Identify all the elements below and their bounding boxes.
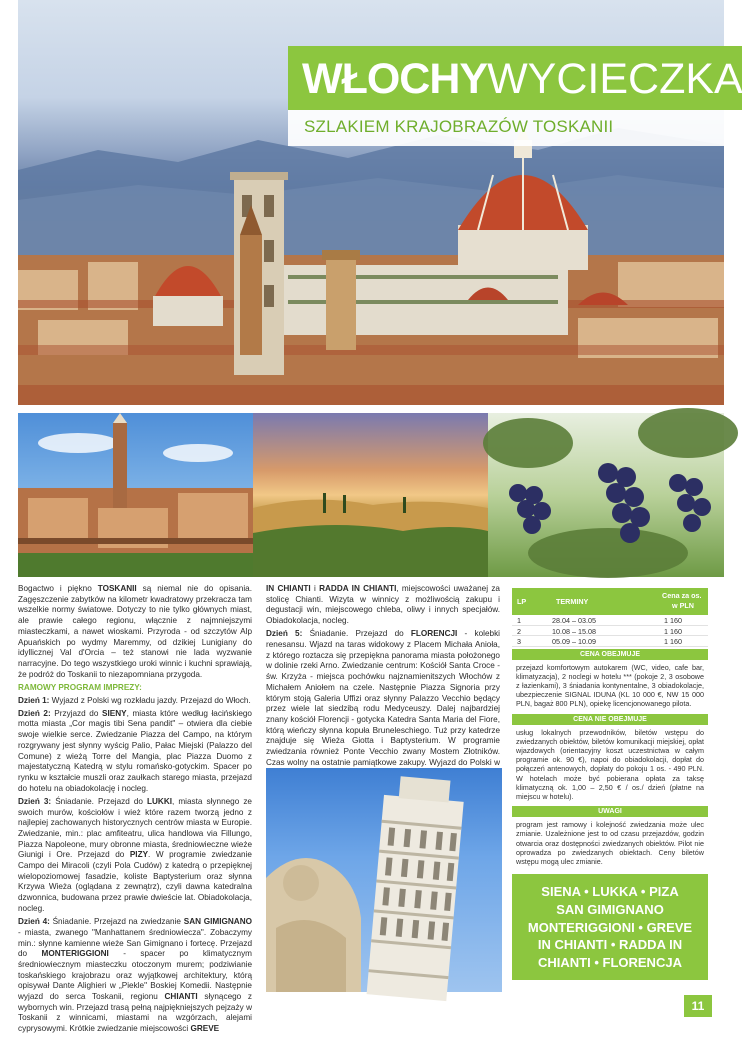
photo-tuscan-landscape — [253, 413, 488, 577]
row-term: 05.09 – 10.09 — [552, 637, 596, 646]
excludes-heading: CENA NIE OBEJMUJE — [512, 714, 708, 725]
day-4: Dzień 4: Śniadanie. Przejazd na zwiedzanie SAN GIMIGNANO - miasta, zwanego "Manhattanem średniowiecza". Zobaczymy min.: słynne kamienne wieże San Gimignano i fortecę. Przejazd do MONTERIGGIONI - spacer po klimatycznym średniowiecznym miasteczku otoczonym murem; podziwianie toskańskiego krajobrazu oraz wyjątkowej architektury, którą opisywał Dante Alighieri w „Piekle" Boskiej Komedii. Następnie wyjazd do serca Toskanii, regionu CHIANTI słynącego z wybornych win. Przejazd trasą pełną najpiękniejszych pejzaży w Toskanii z winnicami, miastami na wzgórzach, alejami cyprysowymi. Krótkie zwiedzanie miejscowości GREVE — [18, 917, 252, 1034]
row-lp: 3 — [517, 637, 521, 646]
destinations-line-2: SAN GIMIGNANO — [556, 901, 664, 917]
row-lp: 1 — [517, 616, 521, 625]
day-5: Dzień 5: Śniadanie. Przejazd do FLORENCJI - kolebki renesansu. Wjazd na taras widokowy z Placem Michała Anioła, z którego roztacza się przepiękna panorama miasta położonego w dolinie rzeki Arno. Zwiedzanie centrum: Kościół Santa Croce - św. Krzyża - miejsca pochówku najznamienitszych Włochów z Michałem Aniołem na czele. Następnie Piazza Signoria przy którym stoją Galeria Uffizi oraz słynny Palazzo Vecchio będący przez wiele lat siedzibą rodu Medyceuszy. Dalej najbardziej znany kościół Florencji - gotycka Katedra Santa Maria del Fiore, którą wieńczy słynna kopuła Bruneleschiego. Tuż przy katedrze znajduje się Wieża Giotta i Baptysterium. W programie zwiedzania również Ponte Vecchio zwany Mostem Złotników. Czas wolny na ostatnie pamiątkowe zakupy. Wyjazd do Polski w — [266, 629, 500, 767]
program-heading: RAMOWY PROGRAM IMPREZY: — [18, 682, 142, 692]
row-term: 28.04 – 03.05 — [552, 616, 596, 625]
includes-heading: CENA OBEJMUJE — [512, 649, 708, 660]
table-row — [512, 626, 708, 637]
day-2: Dzień 2: Przyjazd do SIENY, miasta które według łacińskiego motta miasta „Cor magis tibi Sena pandit" – otwiera dla ciebie swoje wielkie serce. Zwiedzanie Piazza del Campo, na którym rozgrywany jest słynny wyścig Palio, Pałac Miejski (Palazzo del Comune) z wieżą Torre del Mangia, plac Piazza Duomo z majestatyczną Katedrą w stylu romańsko-gotyckim. Spacer po rynku w kształcie muszli oraz zaułkach starego miasta, przejazd do hotelu na obiadokolację i nocleg. — [18, 708, 252, 793]
destinations-line-4: IN CHIANTI • RADDA IN — [537, 937, 683, 953]
destinations-line-3: MONTERIGGIONI • GREVE — [527, 919, 693, 935]
destinations-line-5: CHIANTI • FLORENCJA — [538, 955, 682, 971]
photo-grapes — [488, 413, 724, 577]
header-lp: LP — [517, 597, 527, 606]
destinations-line-1: SIENA • LUKKA • PIZA — [541, 884, 679, 899]
itinerary-column-2 — [266, 584, 500, 795]
row-price: 1 160 — [664, 616, 682, 625]
day-3: Dzień 3: Śniadanie. Przejazd do LUKKI, miasta słynnego ze swoich murów, kościołów i wież które razem tworzą jedno z najlepiej zachowanych historycznych centrów miasta w Europie. Zwiedzanie, min.: plac amfiteatru, ulica handlowa via Fillungo, Piazza Napoleone, mury obronne miasta, średniowieczne wieże Giunigi i Ore. Przejazd do PIZY. W programie zwiedzanie Campo dei Miracoli (czyli Pola Cudów) z katedrą o przepięknej wielopoziomowej fasadzie, koliste Baptysterium oraz słynna Krzywa Wieża (oglądana z zewnątrz), czyli dawna katedralna dzwonnica, budowana przez prawie dwieście lat. Obiadokolacja, nocleg. — [18, 796, 252, 913]
intro-paragraph: Bogactwo i piękno TOSKANII są niemal nie do opisania. Zagęszczenie zabytków na kilometr kwadratowy przekracza tam wszelkie normy światowe. Dotyczy to nie tylko głównych miast, ale prawie całego regionu, włącznie z najmniejszymi miasteczkami, a nawet wioskami. Przyroda - od szczytów Alp Apuańskich po wydmy Maremmy, od dzikiej Lunigiany do idyllicznej Val d'Orcia – też stanowi nie lada wyzwanie narracyjne. Do tego wszystkiego uroki winnic i kuchni sprawiają, że podróż do Toskanii to niezapomniana przygoda. — [18, 584, 252, 679]
photo-siena — [18, 413, 253, 577]
header-price-line1: Cena za os. — [662, 591, 702, 600]
title-banner — [288, 46, 742, 110]
hero-image-florence — [18, 0, 743, 405]
destinations-box — [512, 874, 708, 980]
siena-illustration — [18, 413, 253, 577]
page-title — [302, 54, 743, 104]
row-lp: 2 — [517, 626, 521, 636]
pisa-illustration — [266, 768, 502, 992]
price-table-header — [512, 588, 708, 615]
title-light: WYCIECZKA — [487, 55, 743, 103]
row-price: 1 160 — [664, 626, 682, 636]
includes-text: przejazd komfortowym autokarem (WC, video, cafe bar, klimatyzacja), 2 noclegi w hotelu *** (pokoje 2, 3 osobowe z łazienkami), 3 śniadania kontynentalne, 3 obiadokolacje, ubezpieczenie SIGNAL IDUNA (KL 10 000 €, NW 15 000 PLN, bagaż 800 PLN), opiekę licencjonowanego pilota. — [516, 662, 704, 709]
grapes-illustration — [488, 413, 724, 577]
title-bold: WŁOCHY — [302, 55, 488, 103]
tuscan-landscape-illustration — [253, 413, 488, 577]
notes-text: program jest ramowy i kolejność zwiedzania może ulec zmianie. Uzależnione jest to od czasu przejazdów, godzin otwarcia oraz dostępności zwiedzanych obiektów. Pilot nie oprowadza po zwiedzanych obiektach. Ceny biletów wstępu mogą ulec zmianie. — [516, 820, 704, 866]
itinerary-column-1 — [18, 584, 252, 1037]
header-price-line2: w PLN — [672, 601, 694, 610]
excludes-text: usług lokalnych przewodników, biletów wstępu do zwiedzanych obiektów, biletów komunikacji miejskiej, opłat wjazdowych (orientacyjny koszt uczestnictwa w całym programie ok. 90 €), napoi do obiadokolacji, dopłat do połączeń antenowych, dopłaty do pokoju 1 os. - 490 PLN. W hotelach może być pobierana opłata za taksę klimatyczną ok. 1,00 – 2,50 € / os./ dzień (płatne na miejscu w hotelu). — [516, 727, 704, 801]
table-row — [512, 615, 708, 626]
notes-heading: UWAGI — [512, 806, 708, 817]
page-subtitle: SZLAKIEM KRAJOBRAZÓW TOSKANII — [304, 117, 614, 136]
row-term: 10.08 – 15.08 — [552, 626, 596, 636]
photo-leaning-tower-pisa — [266, 768, 502, 992]
price-table-box — [512, 588, 708, 869]
row-price: 1 160 — [664, 637, 682, 646]
subtitle-box — [288, 110, 742, 146]
header-terms: TERMINY — [556, 597, 589, 606]
day-4-continued: IN CHIANTI i RADDA IN CHIANTI, miejscowości uważanej za stolicę Chianti. Wizyta w winnicy z możliwością zakupu i degustacji win, miejscowego chleba, oliwy i innych specjałów. Obiadokolacja, nocleg. — [266, 584, 500, 626]
page-number: 11 — [684, 995, 712, 1017]
table-row — [512, 636, 708, 647]
day-1: Dzień 1: Wyjazd z Polski wg rozkładu jazdy. Przejazd do Włoch. — [18, 695, 251, 705]
